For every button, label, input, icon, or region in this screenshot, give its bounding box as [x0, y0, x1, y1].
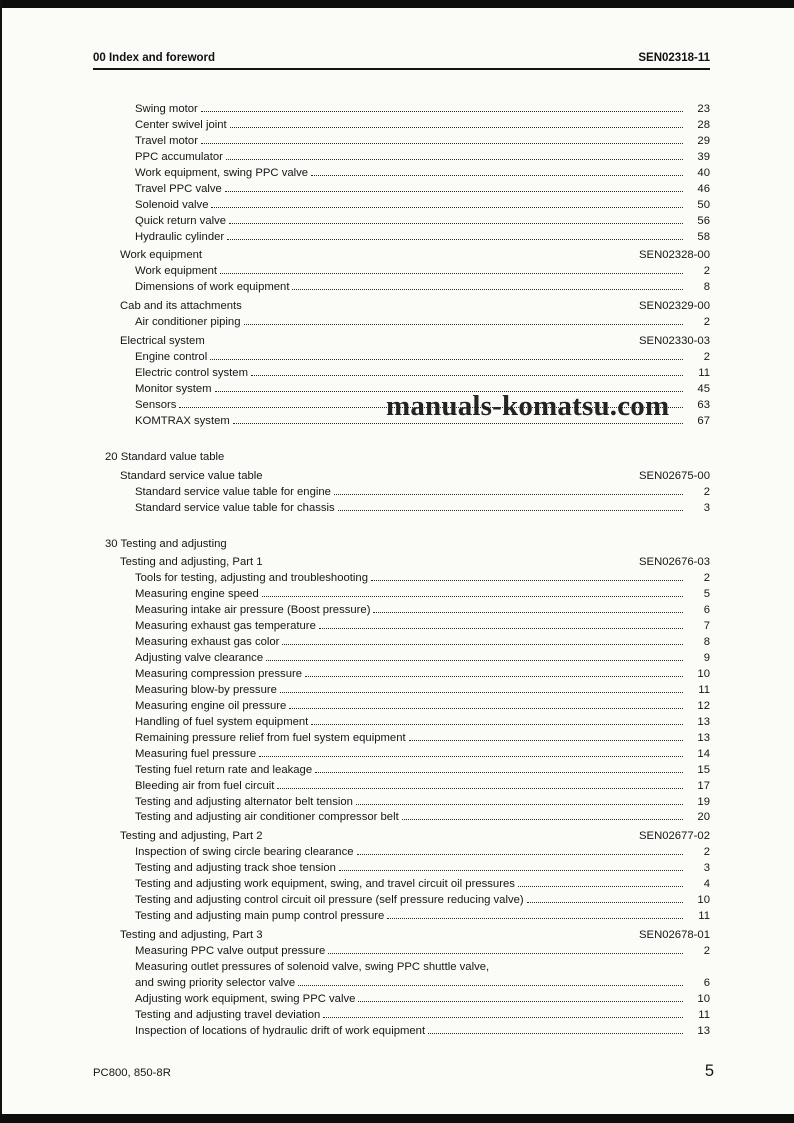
toc-item-row: [93, 652, 710, 668]
toc-item-row: [93, 636, 710, 652]
toc-entry-label: Work equipment, swing PPC valve: [135, 166, 309, 179]
toc-section-code: SEN02678-01: [639, 929, 710, 941]
toc-page-number: 28: [697, 118, 710, 131]
toc-page-number: 13: [697, 731, 710, 744]
dot-leader: [319, 628, 683, 629]
toc-page-number: 45: [697, 382, 710, 395]
dot-leader: [220, 273, 683, 274]
toc-item-row: [93, 796, 710, 812]
header-document-code: SEN02318-11: [638, 52, 710, 64]
dot-leader: [298, 985, 683, 986]
dot-leader: [371, 580, 683, 581]
toc-item-row: [93, 668, 710, 684]
toc-entry-label: Travel PPC valve: [135, 182, 222, 195]
toc-entry-label: 30 Testing and adjusting: [105, 537, 227, 550]
toc-section-code: SEN02676-03: [639, 556, 710, 569]
toc-item-row: [93, 151, 710, 167]
toc-entry-label: Testing and adjusting control circuit oil pressure (self pressure reducing valve): [135, 894, 524, 907]
toc-entry-label: Adjusting work equipment, swing PPC valve: [135, 992, 356, 1005]
toc-item-row: [93, 119, 710, 135]
dot-leader: [280, 692, 683, 693]
toc-page-number: 17: [697, 779, 710, 792]
dot-leader: [338, 510, 683, 511]
toc-item-row: [93, 945, 710, 961]
dot-leader: [289, 708, 683, 709]
toc-item-row: [93, 183, 710, 199]
toc-section-row: [93, 556, 710, 572]
toc-entry-label: Adjusting valve clearance: [135, 652, 264, 665]
toc-page-number: 2: [703, 846, 710, 859]
toc-entry-label: Standard service value table for chassis: [135, 501, 335, 514]
toc-item-row: [93, 103, 710, 119]
toc-entry-label: Cab and its attachments: [120, 300, 242, 313]
dot-leader: [357, 854, 683, 855]
toc-item-row: [93, 764, 710, 780]
toc-entry-label: Testing and adjusting alternator belt tension: [135, 795, 353, 808]
dot-leader: [409, 740, 683, 741]
toc-item-row: [93, 351, 710, 367]
toc-item-row: [93, 281, 710, 297]
toc-page-number: 3: [703, 862, 710, 875]
toc-entry-label: Dimensions of work equipment: [135, 281, 290, 294]
toc-entry-label: Monitor system: [135, 382, 212, 395]
toc-entry-label: and swing priority selector valve: [135, 976, 296, 989]
toc-section-row: [93, 335, 710, 351]
toc-item-row: [93, 894, 710, 910]
toc-page-number: 10: [697, 894, 710, 907]
toc-item-row: [93, 588, 710, 604]
dot-leader: [251, 375, 683, 376]
toc-section-row: [93, 830, 710, 846]
dot-leader: [339, 870, 683, 871]
dot-leader: [518, 886, 683, 887]
toc-section-row: [93, 249, 710, 265]
dot-leader: [311, 175, 683, 176]
toc-item-row: [93, 748, 710, 764]
toc-entry-label: Center swivel joint: [135, 118, 227, 131]
toc-item-row: [93, 620, 710, 636]
toc-page-number: 8: [703, 281, 710, 294]
toc-item-row: [93, 367, 710, 383]
toc-entry-label: Engine control: [135, 351, 208, 364]
toc-item-row: [93, 910, 710, 926]
dot-leader: [373, 612, 683, 613]
header-section-title: 00 Index and foreword: [93, 52, 216, 64]
toc-chapter-row: [93, 451, 710, 467]
dot-leader: [277, 788, 683, 789]
toc-spacer: [93, 518, 710, 538]
toc-entry-label: Measuring PPC valve output pressure: [135, 944, 326, 957]
toc-item-row: [93, 716, 710, 732]
toc-item-row: [93, 135, 710, 151]
toc-entry-label: Electric control system: [135, 367, 248, 379]
toc-page-number: 11: [698, 910, 710, 923]
toc-section-code: SEN02677-02: [639, 830, 710, 843]
toc-page-number: 10: [697, 992, 710, 1005]
toc-entry-label: Hydraulic cylinder: [135, 230, 225, 243]
toc-entry-label: Measuring intake air pressure (Boost pressure): [135, 604, 371, 617]
toc-page-number: 46: [697, 182, 710, 195]
dot-leader: [211, 207, 683, 208]
toc-entry-label: Testing fuel return rate and leakage: [135, 763, 313, 776]
toc-entry-label: Measuring fuel pressure: [135, 747, 257, 760]
page-footer: [93, 1062, 714, 1081]
toc-section-code: SEN02675-00: [639, 469, 710, 482]
toc-entry-label: Measuring blow-by pressure: [135, 683, 277, 696]
toc-entry-label: Testing and adjusting, Part 3: [120, 929, 263, 941]
dot-leader: [229, 223, 683, 224]
toc-item-row: [93, 265, 710, 281]
watermark-text: manuals-komatsu.com: [386, 390, 670, 422]
toc-section-code: SEN02330-03: [639, 335, 710, 348]
toc-page-number: 2: [703, 316, 710, 329]
scan-edge-bottom: [0, 1114, 794, 1123]
toc-item-row: [93, 604, 710, 620]
toc-entry-label: Quick return valve: [135, 214, 227, 227]
toc-page-number: 9: [703, 652, 710, 665]
header-rule: [93, 68, 710, 70]
toc-item-row: [93, 862, 710, 878]
toc-page-number: 2: [703, 944, 710, 957]
toc-entry-label: KOMTRAX system: [135, 414, 230, 427]
toc-item-row: [93, 1009, 710, 1025]
dot-leader: [311, 724, 683, 725]
toc-page-number: 58: [697, 230, 710, 243]
toc-entry-label: Solenoid valve: [135, 198, 209, 211]
toc-entry-label: Measuring compression pressure: [135, 668, 303, 680]
toc-chapter-row: [93, 538, 710, 554]
toc-section-code: SEN02328-00: [639, 249, 710, 262]
toc-item-row: [93, 1025, 710, 1041]
table-of-contents: [93, 103, 710, 1041]
toc-entry-label: Standard service value table: [120, 469, 263, 482]
scan-edge-left: [0, 0, 2, 1123]
dot-leader: [201, 111, 683, 112]
toc-page-number: 67: [697, 414, 710, 427]
toc-item-row: [93, 977, 710, 993]
toc-page-number: 11: [698, 367, 710, 379]
dot-leader: [315, 772, 683, 773]
dot-leader: [226, 159, 683, 160]
dot-leader: [356, 804, 683, 805]
toc-item-row: [93, 199, 710, 215]
toc-entry-label: Swing motor: [135, 103, 198, 115]
dot-leader: [282, 644, 683, 645]
dot-leader: [358, 1001, 683, 1002]
toc-page-number: 13: [697, 715, 710, 728]
page-content: [93, 0, 710, 1041]
toc-page-number: 40: [697, 166, 710, 179]
toc-item-row: [93, 231, 710, 247]
toc-page-number: 39: [697, 150, 710, 163]
toc-page-number: 2: [703, 485, 710, 498]
toc-page-number: 3: [703, 501, 710, 514]
toc-entry-label: Tools for testing, adjusting and troubleshooting: [135, 572, 368, 585]
toc-entry-label: Measuring engine speed: [135, 588, 259, 601]
toc-item-row: [93, 700, 710, 716]
toc-page-number: 23: [697, 103, 710, 115]
toc-page-number: 12: [697, 699, 710, 712]
dot-leader: [266, 660, 683, 661]
toc-page-number: 2: [703, 572, 710, 585]
toc-page-number: 6: [703, 976, 710, 989]
toc-page-number: 11: [698, 683, 710, 696]
footer-page-number: 5: [704, 1062, 714, 1080]
toc-page-number: 5: [703, 588, 710, 601]
toc-item-row: [93, 316, 710, 332]
toc-section-row: [93, 470, 710, 486]
toc-entry-label: Travel motor: [135, 134, 198, 147]
toc-item-row: [93, 684, 710, 700]
dot-leader: [402, 819, 683, 820]
toc-page-number: 6: [703, 604, 710, 617]
toc-item-row: [93, 167, 710, 183]
dot-leader: [259, 756, 683, 757]
toc-item-row: [93, 878, 710, 894]
toc-item-row: [93, 732, 710, 748]
toc-page-number: 29: [697, 134, 710, 147]
toc-entry-label: Measuring engine oil pressure: [135, 699, 287, 712]
toc-page-number: 20: [697, 811, 710, 824]
toc-entry-label: Testing and adjusting work equipment, swing, and travel circuit oil pressures: [135, 878, 515, 891]
toc-entry-label: Sensors: [135, 398, 177, 411]
toc-page-number: 56: [697, 214, 710, 227]
toc-entry-label: Inspection of swing circle bearing clearance: [135, 846, 354, 859]
toc-entry-label: Testing and adjusting, Part 2: [120, 830, 263, 843]
toc-section-code: SEN02329-00: [639, 300, 710, 313]
dot-leader: [323, 1017, 683, 1018]
toc-entry-label: Testing and adjusting travel deviation: [135, 1008, 321, 1021]
toc-page-number: 19: [697, 795, 710, 808]
dot-leader: [225, 191, 683, 192]
toc-entry-label: Standard service value table for engine: [135, 485, 331, 498]
dot-leader: [230, 127, 683, 128]
dot-leader: [428, 1033, 683, 1034]
footer-model-code: PC800, 850-8R: [93, 1067, 171, 1079]
dot-leader: [210, 359, 683, 360]
toc-entry-label: Measuring exhaust gas color: [135, 636, 280, 649]
toc-entry-label: 20 Standard value table: [105, 450, 225, 463]
toc-page-number: 14: [697, 747, 710, 760]
toc-entry-label: PPC accumulator: [135, 150, 223, 163]
toc-cont-row: [93, 961, 710, 977]
dot-leader: [527, 902, 683, 903]
dot-leader: [334, 494, 683, 495]
dot-leader: [328, 953, 683, 954]
toc-page-number: 4: [703, 878, 710, 891]
toc-page-number: 13: [697, 1024, 710, 1037]
toc-entry-label: Testing and adjusting air conditioner compressor belt: [135, 811, 399, 824]
toc-entry-label: Testing and adjusting, Part 1: [120, 556, 263, 569]
toc-page-number: 50: [697, 198, 710, 211]
dot-leader: [387, 918, 683, 919]
toc-page-number: 15: [697, 763, 710, 776]
toc-entry-label: Measuring outlet pressures of solenoid valve, swing PPC shuttle valve,: [135, 960, 490, 973]
toc-section-row: [93, 300, 710, 316]
toc-entry-label: Measuring exhaust gas temperature: [135, 620, 316, 633]
dot-leader: [305, 676, 683, 677]
dot-leader: [201, 143, 683, 144]
toc-spacer: [93, 431, 710, 451]
dot-leader: [262, 596, 683, 597]
toc-item-row: [93, 572, 710, 588]
toc-entry-label: Testing and adjusting track shoe tension: [135, 862, 336, 875]
toc-item-row: [93, 846, 710, 862]
dot-leader: [292, 289, 683, 290]
toc-page-number: 8: [703, 636, 710, 649]
toc-page-number: 7: [703, 620, 710, 633]
toc-item-row: [93, 486, 710, 502]
toc-item-row: [93, 993, 710, 1009]
toc-section-row: [93, 929, 710, 945]
toc-item-row: [93, 811, 710, 827]
toc-page-number: 2: [703, 351, 710, 364]
toc-entry-label: Remaining pressure relief from fuel system equipment: [135, 731, 406, 744]
toc-item-row: [93, 780, 710, 796]
toc-entry-label: Electrical system: [120, 335, 205, 348]
toc-entry-label: Work equipment: [135, 265, 218, 278]
toc-page-number: 63: [697, 398, 710, 411]
toc-page-number: 10: [697, 668, 710, 680]
page-header: [93, 52, 710, 64]
toc-page-number: 2: [703, 265, 710, 278]
toc-entry-label: Handling of fuel system equipment: [135, 715, 309, 728]
toc-entry-label: Inspection of locations of hydraulic drift of work equipment: [135, 1024, 426, 1037]
toc-entry-label: Testing and adjusting main pump control pressure: [135, 910, 385, 923]
dot-leader: [244, 324, 683, 325]
dot-leader: [227, 239, 683, 240]
toc-item-row: [93, 215, 710, 231]
toc-page-number: 11: [698, 1008, 710, 1021]
toc-entry-label: Air conditioner piping: [135, 316, 241, 329]
toc-item-row: [93, 502, 710, 518]
toc-entry-label: Work equipment: [120, 249, 203, 262]
toc-entry-label: Bleeding air from fuel circuit: [135, 779, 275, 792]
